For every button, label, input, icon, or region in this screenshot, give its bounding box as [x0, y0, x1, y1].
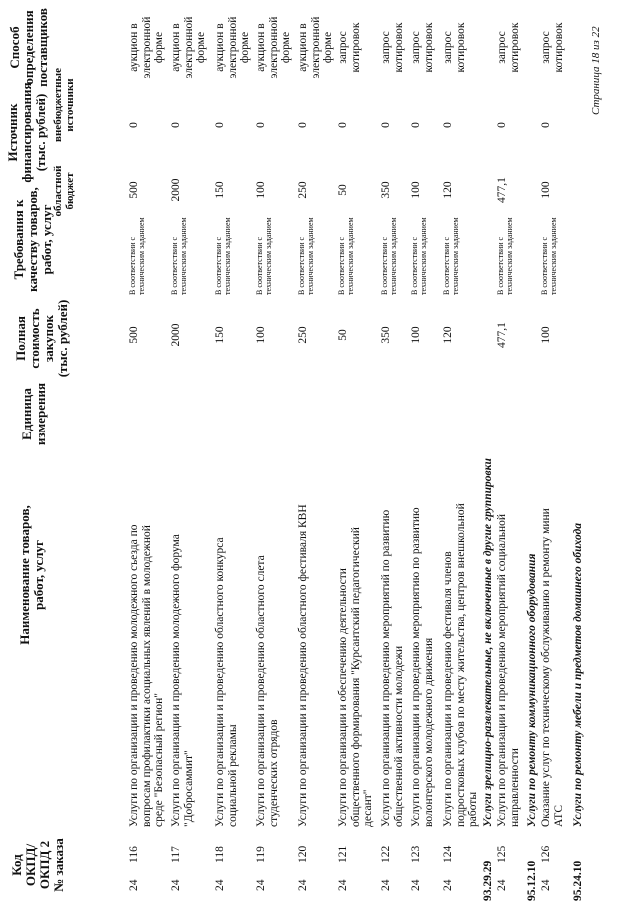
row-code-a: 24 — [170, 879, 182, 891]
page-number: Страница 18 из 22 — [590, 26, 602, 115]
row-name-line: вопросам профилактики асоциальных явлений в молодежной — [140, 525, 153, 827]
row-cost: 150 — [214, 326, 226, 344]
row-method-line: форме — [239, 31, 251, 64]
row-method-line: запрос — [540, 31, 552, 64]
row-name-line: общественного формирования "Курсантский педагогический — [349, 527, 362, 827]
row-cost: 120 — [442, 326, 454, 344]
header-fund-extra-line: внебюджетные — [52, 68, 64, 142]
row-method-line: аукцион в — [214, 23, 226, 72]
header-cost-line: закупок — [41, 315, 56, 363]
row-method-line: аукцион в — [255, 23, 267, 72]
row-method — [410, 5, 435, 90]
row-method — [540, 5, 565, 90]
row-req-line: В соответствии с — [255, 236, 264, 295]
header-code-line: № заказа — [51, 838, 66, 892]
row-method — [380, 5, 405, 90]
row-cost: 477,1 — [496, 322, 508, 348]
row-code-a: 24 — [297, 879, 309, 891]
row-cost: 100 — [410, 326, 422, 344]
row-name — [255, 457, 280, 827]
row-req-line: В соответствии с — [297, 236, 306, 295]
row-cost: 500 — [128, 326, 140, 344]
row-name-line: Оказание услуг по техническому обслуживанию и ремонту мини — [540, 508, 552, 827]
row-method-line: запрос — [337, 31, 349, 64]
row-req-line: техническим заданием — [264, 217, 273, 295]
row-name — [337, 457, 375, 827]
header-cost-line: стоимость — [27, 308, 42, 369]
row-name — [496, 457, 521, 827]
row-name-line: Услуги по организации и проведению областного конкурса — [214, 537, 226, 827]
row-name-line: АТС — [552, 805, 565, 827]
row-method — [170, 5, 208, 90]
row-code-b: 120 — [297, 845, 309, 863]
header-unit-line: измерения — [33, 382, 48, 446]
row-cost: 100 — [540, 326, 552, 344]
row-code-b: 125 — [496, 845, 508, 863]
row-code-a: 24 — [214, 879, 226, 891]
row-fund-regional: 50 — [337, 184, 349, 196]
row-name-line: Услуги по организации и проведению областного слета — [255, 555, 267, 827]
row-req-line: В соответствии с — [380, 236, 389, 295]
header-requirements — [12, 182, 54, 297]
row-method-line: форме — [322, 31, 334, 64]
row-method-line: форме — [195, 31, 207, 64]
row-fund-regional: 100 — [410, 181, 422, 199]
header-code — [10, 835, 66, 895]
row-method — [442, 5, 467, 90]
group-label: Услуги зрелищно-развлекательные, не включенные в другие группировки — [482, 458, 494, 827]
row-code-a: 24 — [380, 879, 392, 891]
group-code: 93.29.29 — [482, 860, 494, 901]
header-fund-line: (тыс. рублей) — [33, 93, 48, 172]
row-cost: 250 — [297, 326, 309, 344]
row-name-line: волонтерского молодежного движения — [422, 637, 435, 827]
row-name — [170, 457, 195, 827]
row-code-a: 24 — [128, 879, 140, 891]
row-fund-extra: 0 — [297, 122, 309, 128]
row-method-line: котировок — [349, 22, 362, 73]
header-cost-line: (тыс. рублей) — [55, 299, 70, 378]
header-method — [8, 5, 50, 90]
header-method-line: Способ — [7, 26, 22, 69]
row-name-line: Услуги по организации и проведению молодежного форума — [170, 534, 182, 827]
row-method-line: котировок — [392, 22, 405, 73]
row-req-line: техническим заданием — [389, 217, 398, 295]
row-req-line: В соответствии с — [170, 236, 179, 295]
row-req-line: В соответствии с — [442, 236, 451, 295]
row-code-b: 124 — [442, 845, 454, 863]
header-unit-line: Единица — [19, 388, 34, 440]
row-fund-extra: 0 — [496, 122, 508, 128]
row-name-line: студенческих отрядов — [267, 719, 280, 827]
row-req-line: техническим заданием — [306, 217, 315, 295]
header-req-line: работ, услуг — [39, 204, 54, 275]
row-code-a: 24 — [255, 879, 267, 891]
row-fund-extra: 0 — [128, 122, 140, 128]
row-name-line: Услуги по организации и проведению мероприятий по развитию — [380, 509, 392, 827]
row-fund-extra: 0 — [214, 122, 226, 128]
row-name-line: десант" — [362, 789, 374, 827]
group-label: Услуги по ремонту мебели и предметов домашнего обихода — [572, 522, 584, 827]
row-method-line: запрос — [410, 31, 422, 64]
header-name-line: Наименование товаров, — [17, 505, 32, 645]
row-name-line: подростковых клубов по месту жительства, центров внешкольной — [454, 503, 467, 827]
row-req-line: техническим заданием — [505, 217, 514, 295]
header-code-line: ОКПД/ — [23, 843, 38, 887]
row-code-b: 123 — [410, 845, 422, 863]
row-fund-regional: 477,1 — [496, 177, 508, 203]
row-code-a: 24 — [496, 879, 508, 891]
row-method-line: электронной — [309, 16, 322, 79]
row-name-line: общественной активности молодежи — [392, 645, 405, 827]
header-code-line: ОКПД 2 — [37, 840, 52, 890]
row-cost: 2000 — [170, 323, 182, 347]
header-fund-line: Источник — [5, 103, 20, 162]
group-label: Услуги по ремонту коммуникационного оборудования — [526, 553, 538, 827]
row-fund-extra: 0 — [380, 122, 392, 128]
row-req-line: техническим заданием — [137, 217, 146, 295]
row-method — [496, 5, 521, 90]
header-fund-regional-line: бюджет — [64, 172, 76, 210]
header-req-line: Требования к — [11, 199, 26, 280]
row-method-line: котировок — [552, 22, 565, 73]
row-method-line: электронной — [140, 16, 153, 79]
row-name-line: среде "Безопасный регион" — [153, 692, 165, 827]
row-cost: 100 — [255, 326, 267, 344]
row-code-a: 24 — [442, 879, 454, 891]
row-code-b: 121 — [337, 845, 349, 863]
row-method — [255, 5, 293, 90]
row-method — [337, 5, 362, 90]
row-method-line: форме — [153, 31, 165, 64]
row-req-line: техническим заданием — [451, 217, 460, 295]
row-fund-extra: 0 — [540, 122, 552, 128]
group-code: 95.12.10 — [526, 860, 538, 901]
row-cost: 350 — [380, 326, 392, 344]
row-name-line: работы — [467, 791, 479, 827]
row-name-line: Услуги по организации и проведению областного фестиваля КВН — [297, 504, 309, 827]
row-name — [442, 457, 480, 827]
row-code-b: 122 — [380, 845, 392, 863]
row-fund-extra: 0 — [255, 122, 267, 128]
row-method-line: форме — [280, 31, 292, 64]
row-req-line: В соответствии с — [540, 236, 549, 295]
row-req-line: В соответствии с — [337, 236, 346, 295]
row-method-line: запрос — [442, 31, 454, 64]
row-fund-regional: 2000 — [170, 178, 182, 202]
row-name — [380, 457, 405, 827]
header-fund-regional-line: областной — [52, 165, 64, 217]
row-req-line: В соответствии с — [410, 236, 419, 295]
row-method-line: запрос — [380, 31, 392, 64]
row-method — [128, 5, 166, 90]
row-name-line: Услуги по организации и проведению молодежного съезда по — [128, 524, 140, 827]
row-method-line: аукцион в — [170, 23, 182, 72]
header-name-line: работ, услуг — [31, 540, 46, 610]
row-name-line: Услуги по организации и обеспечению деятельности — [337, 568, 349, 827]
header-fund-line: финансирования — [19, 82, 34, 183]
row-req-line: техническим заданием — [419, 217, 428, 295]
row-method-line: электронной — [267, 16, 280, 79]
row-fund-regional: 350 — [380, 181, 392, 199]
row-fund-regional: 120 — [442, 181, 454, 199]
row-code-a: 24 — [540, 879, 552, 891]
row-fund-extra: 0 — [337, 122, 349, 128]
header-unit — [20, 378, 48, 450]
row-name-line: Услуги по организации и проведению мероприятию по развитию — [410, 507, 422, 827]
row-name — [410, 457, 435, 827]
row-req-line: В соответствии с — [128, 236, 137, 295]
row-name-line: социальной рекламы — [226, 724, 239, 827]
row-method-line: котировок — [508, 22, 521, 73]
row-name-line: Услуги по организации и проведению мероприятий социальной — [496, 513, 508, 827]
row-req-line: техническим заданием — [223, 217, 232, 295]
row-name-line: Услуги по организации и проведению фестиваля членов — [442, 551, 454, 827]
header-method-line: поставщиков — [35, 8, 50, 87]
row-req-line: В соответствии с — [496, 236, 505, 295]
header-code-line: Код — [9, 854, 24, 876]
row-req-line: техническим заданием — [549, 217, 558, 295]
header-req-line: качеству товаров, — [25, 187, 40, 292]
row-fund-regional: 100 — [540, 181, 552, 199]
row-method-line: котировок — [454, 22, 467, 73]
row-name — [297, 457, 310, 827]
group-code: 95.24.10 — [572, 860, 584, 901]
row-name — [214, 457, 239, 827]
row-req-line: В соответствии с — [214, 236, 223, 295]
row-code-b: 116 — [128, 846, 140, 863]
row-fund-regional: 500 — [128, 181, 140, 199]
row-req-line: техническим заданием — [179, 217, 188, 295]
row-cost: 50 — [337, 329, 349, 341]
row-code-b: 117 — [170, 846, 182, 863]
row-fund-regional: 250 — [297, 181, 309, 199]
row-code-b: 126 — [540, 845, 552, 863]
header-cost-line: Полная — [13, 316, 28, 361]
row-code-b: 119 — [255, 846, 267, 863]
row-method-line: аукцион в — [297, 23, 309, 72]
row-method-line: электронной — [182, 16, 195, 79]
row-method-line: электронной — [226, 16, 239, 79]
row-method — [297, 5, 335, 90]
header-method-line: определения — [21, 10, 36, 85]
row-fund-regional: 150 — [214, 181, 226, 199]
header-fund-extra-line: источники — [64, 78, 76, 132]
row-fund-regional: 100 — [255, 181, 267, 199]
header-fund-regional — [52, 157, 76, 225]
header-cost — [14, 296, 70, 381]
row-method — [214, 5, 252, 90]
row-method-line: котировок — [422, 22, 435, 73]
row-method-line: аукцион в — [128, 23, 140, 72]
row-fund-extra: 0 — [442, 122, 454, 128]
header-fund-extra — [52, 65, 76, 145]
row-name — [128, 457, 166, 827]
row-code-a: 24 — [337, 879, 349, 891]
row-code-a: 24 — [410, 879, 422, 891]
row-name-line: "Добросаммит" — [182, 750, 195, 827]
row-code-b: 118 — [214, 846, 226, 863]
row-name-line: направленности — [508, 748, 521, 827]
header-name — [18, 475, 46, 675]
row-method-line: запрос — [496, 31, 508, 64]
row-name — [540, 457, 565, 827]
row-fund-extra: 0 — [410, 122, 422, 128]
row-req-line: техническим заданием — [346, 217, 355, 295]
row-fund-extra: 0 — [170, 122, 182, 128]
